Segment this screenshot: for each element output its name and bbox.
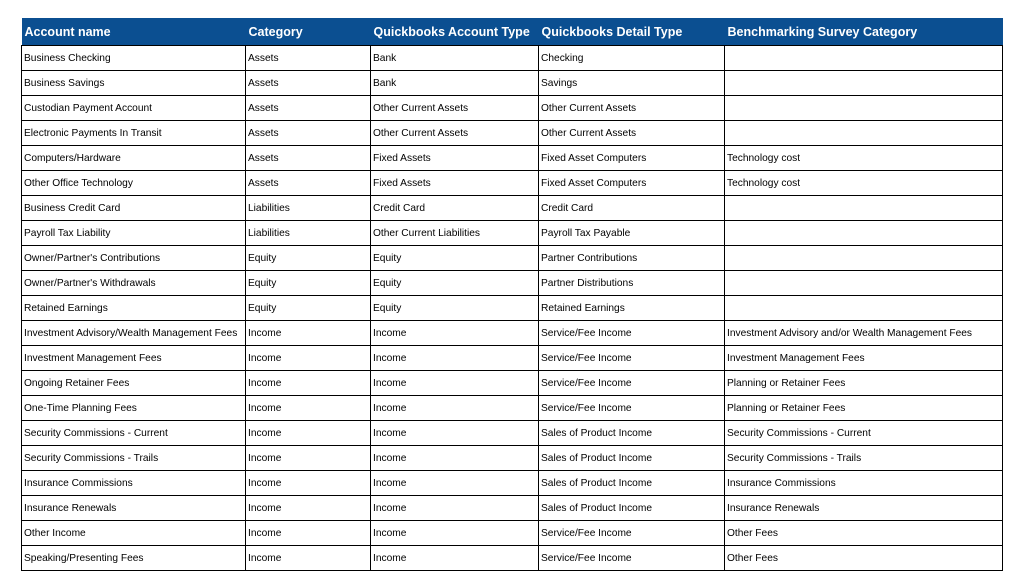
account-name-cell: Ongoing Retainer Fees (22, 371, 246, 396)
category-cell: Assets (246, 46, 371, 71)
category-cell: Equity (246, 271, 371, 296)
account-name-cell: Business Checking (22, 46, 246, 71)
table-row (22, 521, 1003, 546)
account-name-cell: Payroll Tax Liability (22, 221, 246, 246)
detail-type-cell: Service/Fee Income (539, 321, 725, 346)
table-row (22, 371, 1003, 396)
survey-category-cell (725, 246, 1003, 271)
table-row (22, 246, 1003, 271)
detail-type-cell: Other Current Assets (539, 96, 725, 121)
table-row (22, 146, 1003, 171)
detail-type-cell: Partner Contributions (539, 246, 725, 271)
survey-category-cell (725, 96, 1003, 121)
table-row (22, 346, 1003, 371)
detail-type-cell: Service/Fee Income (539, 396, 725, 421)
survey-category-cell: Investment Advisory and/or Wealth Management Fees (725, 321, 1003, 346)
table-row (22, 271, 1003, 296)
survey-category-cell (725, 196, 1003, 221)
account-type-cell: Income (371, 496, 539, 521)
detail-type-cell: Service/Fee Income (539, 346, 725, 371)
table-row (22, 421, 1003, 446)
category-cell: Income (246, 396, 371, 421)
survey-category-cell: Technology cost (725, 146, 1003, 171)
table-row (22, 46, 1003, 71)
detail-type-cell: Fixed Asset Computers (539, 146, 725, 171)
account-type-cell: Income (371, 371, 539, 396)
survey-category-cell: Other Fees (725, 546, 1003, 571)
category-cell: Liabilities (246, 221, 371, 246)
survey-category-cell: Planning or Retainer Fees (725, 396, 1003, 421)
table-row (22, 321, 1003, 346)
header-account-name: Account name (22, 18, 246, 46)
table-row (22, 446, 1003, 471)
header-quickbooks-detail-type: Quickbooks Detail Type (539, 18, 725, 46)
detail-type-cell: Other Current Assets (539, 121, 725, 146)
detail-type-cell: Fixed Asset Computers (539, 171, 725, 196)
account-type-cell: Equity (371, 246, 539, 271)
survey-category-cell (725, 221, 1003, 246)
account-name-cell: Other Income (22, 521, 246, 546)
table-row (22, 546, 1003, 571)
category-cell: Income (246, 321, 371, 346)
header-quickbooks-account-type: Quickbooks Account Type (371, 18, 539, 46)
detail-type-cell: Savings (539, 71, 725, 96)
account-type-cell: Income (371, 546, 539, 571)
header-benchmarking-survey-category: Benchmarking Survey Category (725, 18, 1003, 46)
category-cell: Income (246, 421, 371, 446)
table-row (22, 171, 1003, 196)
account-type-cell: Other Current Assets (371, 96, 539, 121)
account-type-cell: Other Current Liabilities (371, 221, 539, 246)
account-type-cell: Equity (371, 296, 539, 321)
detail-type-cell: Service/Fee Income (539, 546, 725, 571)
category-cell: Income (246, 521, 371, 546)
survey-category-cell (725, 296, 1003, 321)
account-type-cell: Equity (371, 271, 539, 296)
detail-type-cell: Sales of Product Income (539, 421, 725, 446)
account-name-cell: Retained Earnings (22, 296, 246, 321)
table-row (22, 196, 1003, 221)
category-cell: Income (246, 471, 371, 496)
account-type-cell: Income (371, 346, 539, 371)
account-type-cell: Income (371, 521, 539, 546)
account-name-cell: Other Office Technology (22, 171, 246, 196)
survey-category-cell: Security Commissions - Trails (725, 446, 1003, 471)
account-type-cell: Income (371, 421, 539, 446)
account-type-cell: Fixed Assets (371, 171, 539, 196)
category-cell: Equity (246, 246, 371, 271)
chart-of-accounts-table (21, 18, 1003, 571)
account-name-cell: Security Commissions - Current (22, 421, 246, 446)
category-cell: Income (246, 546, 371, 571)
category-cell: Income (246, 346, 371, 371)
survey-category-cell (725, 271, 1003, 296)
header-category: Category (246, 18, 371, 46)
survey-category-cell (725, 121, 1003, 146)
detail-type-cell: Sales of Product Income (539, 496, 725, 521)
account-name-cell: Speaking/Presenting Fees (22, 546, 246, 571)
account-name-cell: Computers/Hardware (22, 146, 246, 171)
table-row (22, 221, 1003, 246)
detail-type-cell: Sales of Product Income (539, 446, 725, 471)
table-body (22, 46, 1003, 571)
detail-type-cell: Checking (539, 46, 725, 71)
account-name-cell: Insurance Renewals (22, 496, 246, 521)
account-name-cell: Investment Management Fees (22, 346, 246, 371)
account-name-cell: Business Savings (22, 71, 246, 96)
survey-category-cell (725, 71, 1003, 96)
category-cell: Assets (246, 71, 371, 96)
chart-of-accounts-sheet (21, 18, 1002, 571)
account-name-cell: Owner/Partner's Withdrawals (22, 271, 246, 296)
survey-category-cell: Insurance Commissions (725, 471, 1003, 496)
account-type-cell: Income (371, 321, 539, 346)
table-row (22, 496, 1003, 521)
detail-type-cell: Service/Fee Income (539, 371, 725, 396)
account-name-cell: Custodian Payment Account (22, 96, 246, 121)
category-cell: Assets (246, 171, 371, 196)
account-type-cell: Income (371, 446, 539, 471)
survey-category-cell: Other Fees (725, 521, 1003, 546)
table-row (22, 471, 1003, 496)
survey-category-cell: Technology cost (725, 171, 1003, 196)
account-name-cell: Owner/Partner's Contributions (22, 246, 246, 271)
detail-type-cell: Credit Card (539, 196, 725, 221)
table-row (22, 396, 1003, 421)
account-name-cell: Security Commissions - Trails (22, 446, 246, 471)
table-row (22, 96, 1003, 121)
account-type-cell: Bank (371, 46, 539, 71)
survey-category-cell: Investment Management Fees (725, 346, 1003, 371)
detail-type-cell: Retained Earnings (539, 296, 725, 321)
account-name-cell: Investment Advisory/Wealth Management Fees (22, 321, 246, 346)
detail-type-cell: Payroll Tax Payable (539, 221, 725, 246)
account-name-cell: Insurance Commissions (22, 471, 246, 496)
category-cell: Liabilities (246, 196, 371, 221)
table-row (22, 71, 1003, 96)
account-type-cell: Other Current Assets (371, 121, 539, 146)
account-type-cell: Income (371, 471, 539, 496)
account-name-cell: One-Time Planning Fees (22, 396, 246, 421)
category-cell: Equity (246, 296, 371, 321)
category-cell: Assets (246, 146, 371, 171)
account-name-cell: Business Credit Card (22, 196, 246, 221)
account-type-cell: Bank (371, 71, 539, 96)
detail-type-cell: Sales of Product Income (539, 471, 725, 496)
survey-category-cell: Security Commissions - Current (725, 421, 1003, 446)
account-type-cell: Credit Card (371, 196, 539, 221)
account-name-cell: Electronic Payments In Transit (22, 121, 246, 146)
detail-type-cell: Service/Fee Income (539, 521, 725, 546)
table-row (22, 121, 1003, 146)
category-cell: Income (246, 446, 371, 471)
account-type-cell: Income (371, 396, 539, 421)
survey-category-cell (725, 46, 1003, 71)
header-row (22, 18, 1003, 46)
account-type-cell: Fixed Assets (371, 146, 539, 171)
survey-category-cell: Insurance Renewals (725, 496, 1003, 521)
detail-type-cell: Partner Distributions (539, 271, 725, 296)
category-cell: Assets (246, 121, 371, 146)
category-cell: Assets (246, 96, 371, 121)
table-row (22, 296, 1003, 321)
category-cell: Income (246, 496, 371, 521)
survey-category-cell: Planning or Retainer Fees (725, 371, 1003, 396)
category-cell: Income (246, 371, 371, 396)
